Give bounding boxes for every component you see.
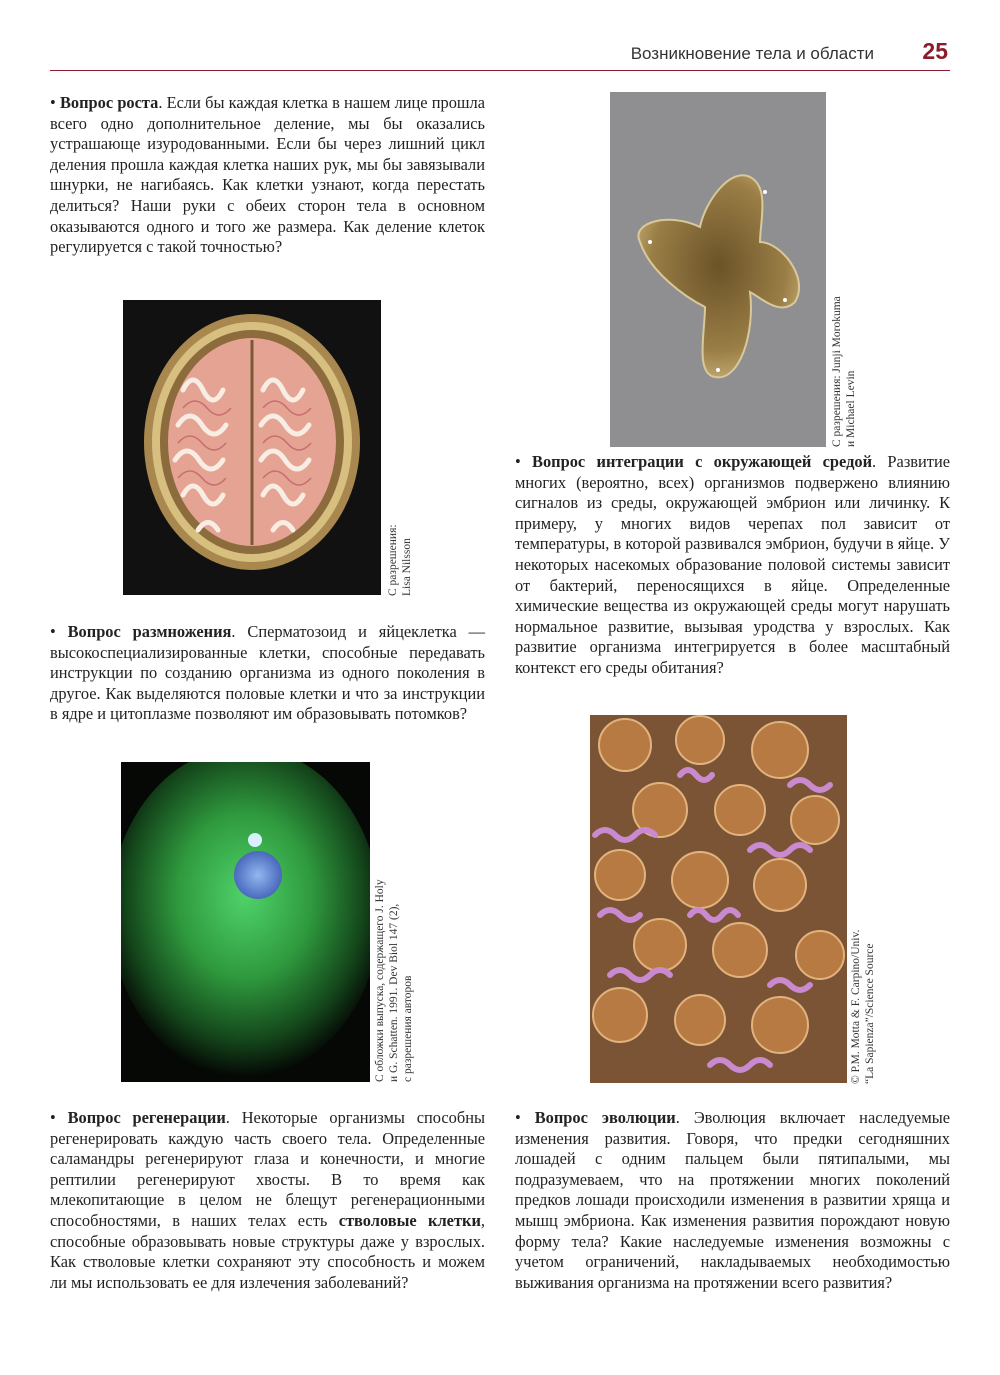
text-evolution: . Эволюция включает наследуемые изменения развития. Говоря, что предки сегодняшних лошадей с одним пальцем были пятипалыми, мы подразумеваем, что на протяжении многих поколений предков лошади происходили изменения в развитии хряща и мышц эмбриона. Как изменения развития порождают новую форму тела? Какие наследуемые изменения возможны с учетом ограничений, накладываемых необходимостью выживания организма на протяжении всего развития? (515, 1108, 950, 1292)
lead-reproduction: Вопрос размножения (67, 622, 232, 641)
paragraph-evolution: • Вопрос эволюции. Эволюция включает наследуемые изменения развития. Говоря, что предки сегодняшних лошадей с одним пальцем были пятипалыми, мы подразумеваем, что на протяжении многих поколений предков лошади происходили изменения в развитии хряща и мышц эмбриона. Как изменения развития порождают новую форму тела? Какие наследуемые изменения возможны с учетом ограничений, накладываемых необходимостью выживания организма на протяжении всего развития? (515, 1108, 950, 1292)
figure-planarian (610, 92, 826, 447)
text-reproduction: . Сперматозоид и яйцеклетка — высокоспециализированные клетки, способные передавать инструкции по созданию организма из одного поколения в другое. Как выделяются половые клетки и что за инструкции в ядре и цитоплазме позволяют им образовывать потомков? (50, 622, 485, 724)
paragraph-regeneration: • Вопрос регенерации. Некоторые организмы способны регенерировать каждую часть своего тела. Определенные саламандры регенерируют глаза и конечности, и многие рептилии регенерируют хвосты. В то время как млекопитающие в целом не блещут регенерационными способностями, в наших телах есть стволовые клетки, способные образовывать новые структуры даже у взрослых. Как стволовые клетки сохраняют эту способность и можем ли мы использовать ее для излечения заболеваний? (50, 1108, 485, 1292)
brain-illustration (123, 300, 381, 595)
credit-planarian: С разрешения: Junji Morokuma и Michael Levin (831, 296, 857, 447)
figure-fertilized-egg (121, 762, 370, 1082)
figure-brain-section (123, 300, 381, 595)
paragraph-reproduction: • Вопрос размножения. Сперматозоид и яйцеклетка — высокоспециализированные клетки, способные передавать инструкции по созданию организма из одного поколения в другое. Как выделяются половые клетки и что за инструкции в ядре и цитоплазме позволяют им образовывать потомков? (50, 622, 485, 724)
figure-tissue-micrograph (590, 715, 847, 1083)
tissue-illustration (590, 715, 847, 1083)
term-stem-cells: стволовые клетки (338, 1210, 481, 1230)
lead-regeneration: Вопрос регенерации (67, 1108, 226, 1127)
paragraph-growth: • Вопрос роста. Если бы каждая клетка в нашем лице прошла всего одно дополнительное деление, мы бы оказались устрашающе изуродованными. Если бы через лишний цикл деления прошла каждая клетка наших рук, мы бы завязывали шнурки, не нагибаясь. Как клетки узнают, когда перестать делиться? Наши руки с обеих сторон тела в основном оказываются одного и того же размера. Как деление клеток регулируется с такой точностью? (50, 93, 486, 257)
text-environment: . Развитие многих (вероятно, всех) организмов подвержено влиянию сигналов из среды, окружающей эмбрион или личинку. К примеру, у многих видов черепах пол зависит от температуры, в которой развивался эмбрион, будучи в яйце. У некоторых насекомых образование половой системы зависит от бактерий, переносящихся в яйце. Определенные химические вещества из окружающей среды могут нарушать нормальное развитие, вызывая уродства у взрослых. Как развитие организма интегрируется в более масштабный контекст его среды обитания? (515, 452, 951, 677)
credit-cell: С обложки выпуска, содержащего J. Holy и G. Schatten. 1991. Dev Biol 147 (2), с разрешения авторов (374, 879, 414, 1082)
page-number: 25 (922, 38, 948, 64)
lead-evolution: Вопрос эволюции (534, 1108, 676, 1127)
lead-environment: Вопрос интеграции с окружающей средой (532, 452, 873, 471)
credit-brain: С разрешения: Lisa Nilsson (387, 524, 413, 596)
paragraph-environment: • Вопрос интеграции с окружающей средой. Развитие многих (вероятно, всех) организмов подвержено влиянию сигналов из среды, окружающей эмбрион или личинку. К примеру, у многих видов черепах пол зависит от температуры, в которой развивался эмбрион, будучи в яйце. У некоторых насекомых образование половой системы зависит от бактерий, переносящихся в яйце. Определенные химические вещества из окружающей среды могут нарушать нормальное развитие, вызывая уродства у взрослых. Как развитие организма интегрируется в более масштабный контекст его среды обитания? (515, 452, 951, 677)
running-header-title: Возникновение тела и области (630, 44, 874, 63)
lead-growth: Вопрос роста (59, 93, 159, 112)
page-header (50, 36, 950, 71)
text-growth: . Если бы каждая клетка в нашем лице прошла всего одно дополнительное деление, мы бы оказались устрашающе изуродованными. Если бы через лишний цикл деления прошла каждая клетка наших рук, мы бы завязывали шнурки, не нагибаясь. Как клетки узнают, когда перестать делиться? Наши руки с обеих сторон тела в основном оказываются одного и того же размера. Как деление клеток регулируется с такой точностью? (50, 93, 486, 257)
credit-tissue: © P.M. Motta & F. Carpino/Univ. “La Sapienza”/Science Source (850, 929, 876, 1084)
cell-illustration (121, 762, 370, 1082)
planarian-illustration (610, 92, 826, 447)
